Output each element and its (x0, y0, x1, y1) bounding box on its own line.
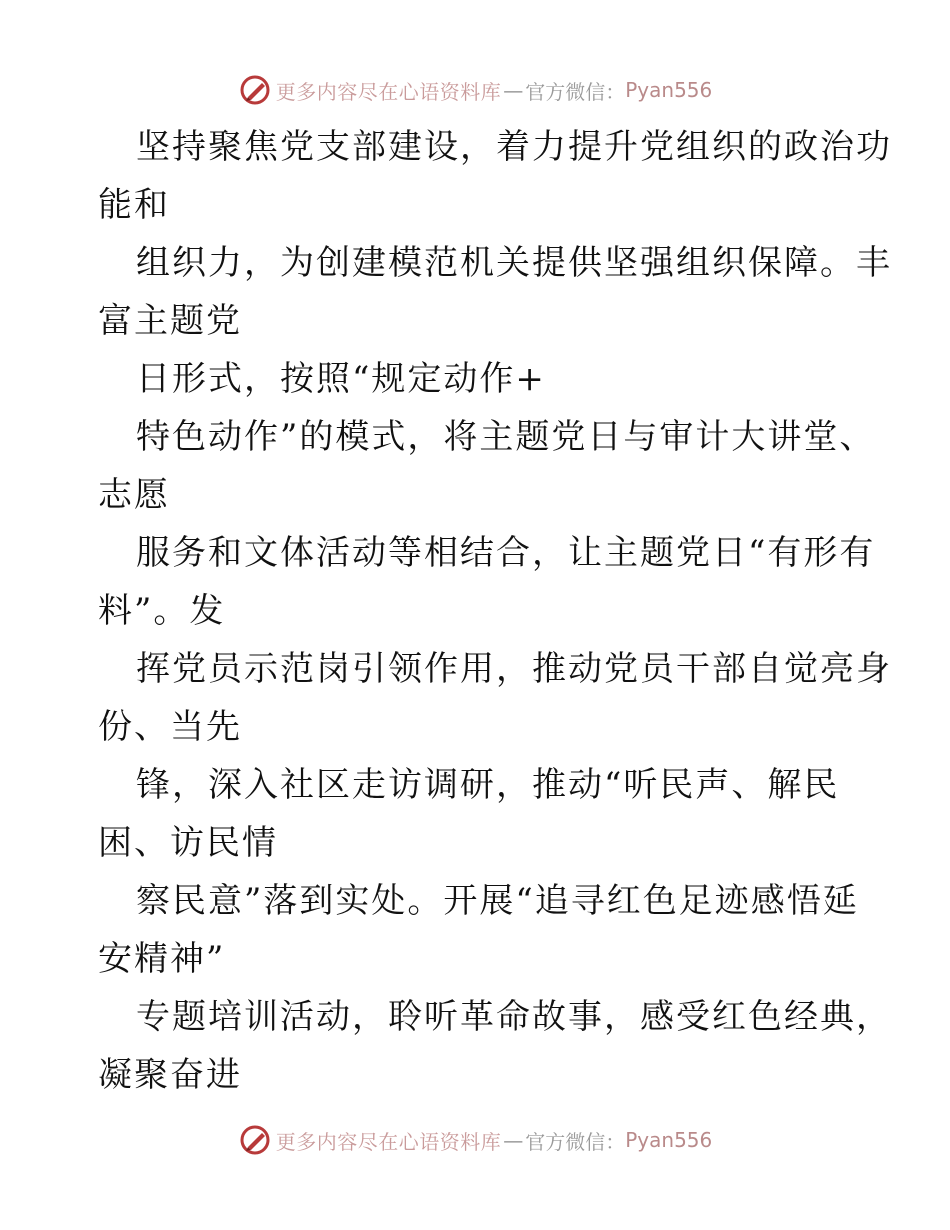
text-line: 安精神” (98, 939, 226, 979)
text-line: 察民意”落到实处。开展“追寻红色足迹感悟延 (136, 881, 859, 921)
watermark-wechat-id: Pyan556 (625, 78, 713, 102)
pen-logo-icon (238, 73, 272, 107)
watermark-official-label: 官方微信： (525, 79, 626, 104)
watermark-main-text: 更多内容尽在心语资料库 (275, 79, 502, 104)
watermark-dash: — (503, 1128, 524, 1152)
text-line: 困、访民情 (98, 823, 278, 863)
text-line: 日形式，按照“规定动作+ (136, 359, 546, 399)
watermark-wechat-id: Pyan556 (625, 1128, 713, 1152)
watermark-main-text: 更多内容尽在心语资料库 (275, 1129, 502, 1154)
text-line: 专题培训活动，聆听革命故事，感受红色经典， (136, 997, 892, 1037)
text-line: 特色动作”的模式，将主题党日与审计大讲堂、 (136, 417, 876, 457)
text-line: 志愿 (98, 475, 170, 515)
text-line: 组织力，为创建模范机关提供坚强组织保障。丰 (136, 243, 892, 283)
text-line: 锋，深入社区走访调研，推动“听民声、解民 (136, 765, 840, 805)
text-line: 挥党员示范岗引领作用，推动党员干部自觉亮身 (136, 649, 892, 689)
text-line: 坚持聚焦党支部建设，着力提升党组织的政治功 (136, 127, 892, 167)
text-line: 服务和文体活动等相结合，让主题党日“有形有 (136, 533, 876, 573)
watermark-official-label: 官方微信： (525, 1129, 626, 1154)
watermark-dash: — (503, 78, 524, 102)
text-line: 份、当先 (98, 707, 242, 747)
pen-logo-icon (238, 1123, 272, 1157)
text-line: 料”。发 (98, 591, 226, 631)
text-line: 凝聚奋进 (98, 1055, 242, 1095)
footer-watermark (0, 1120, 950, 1160)
document-body (98, 118, 892, 1104)
text-line: 能和 (98, 185, 170, 225)
header-watermark (0, 70, 950, 110)
text-line: 富主题党 (98, 301, 242, 341)
